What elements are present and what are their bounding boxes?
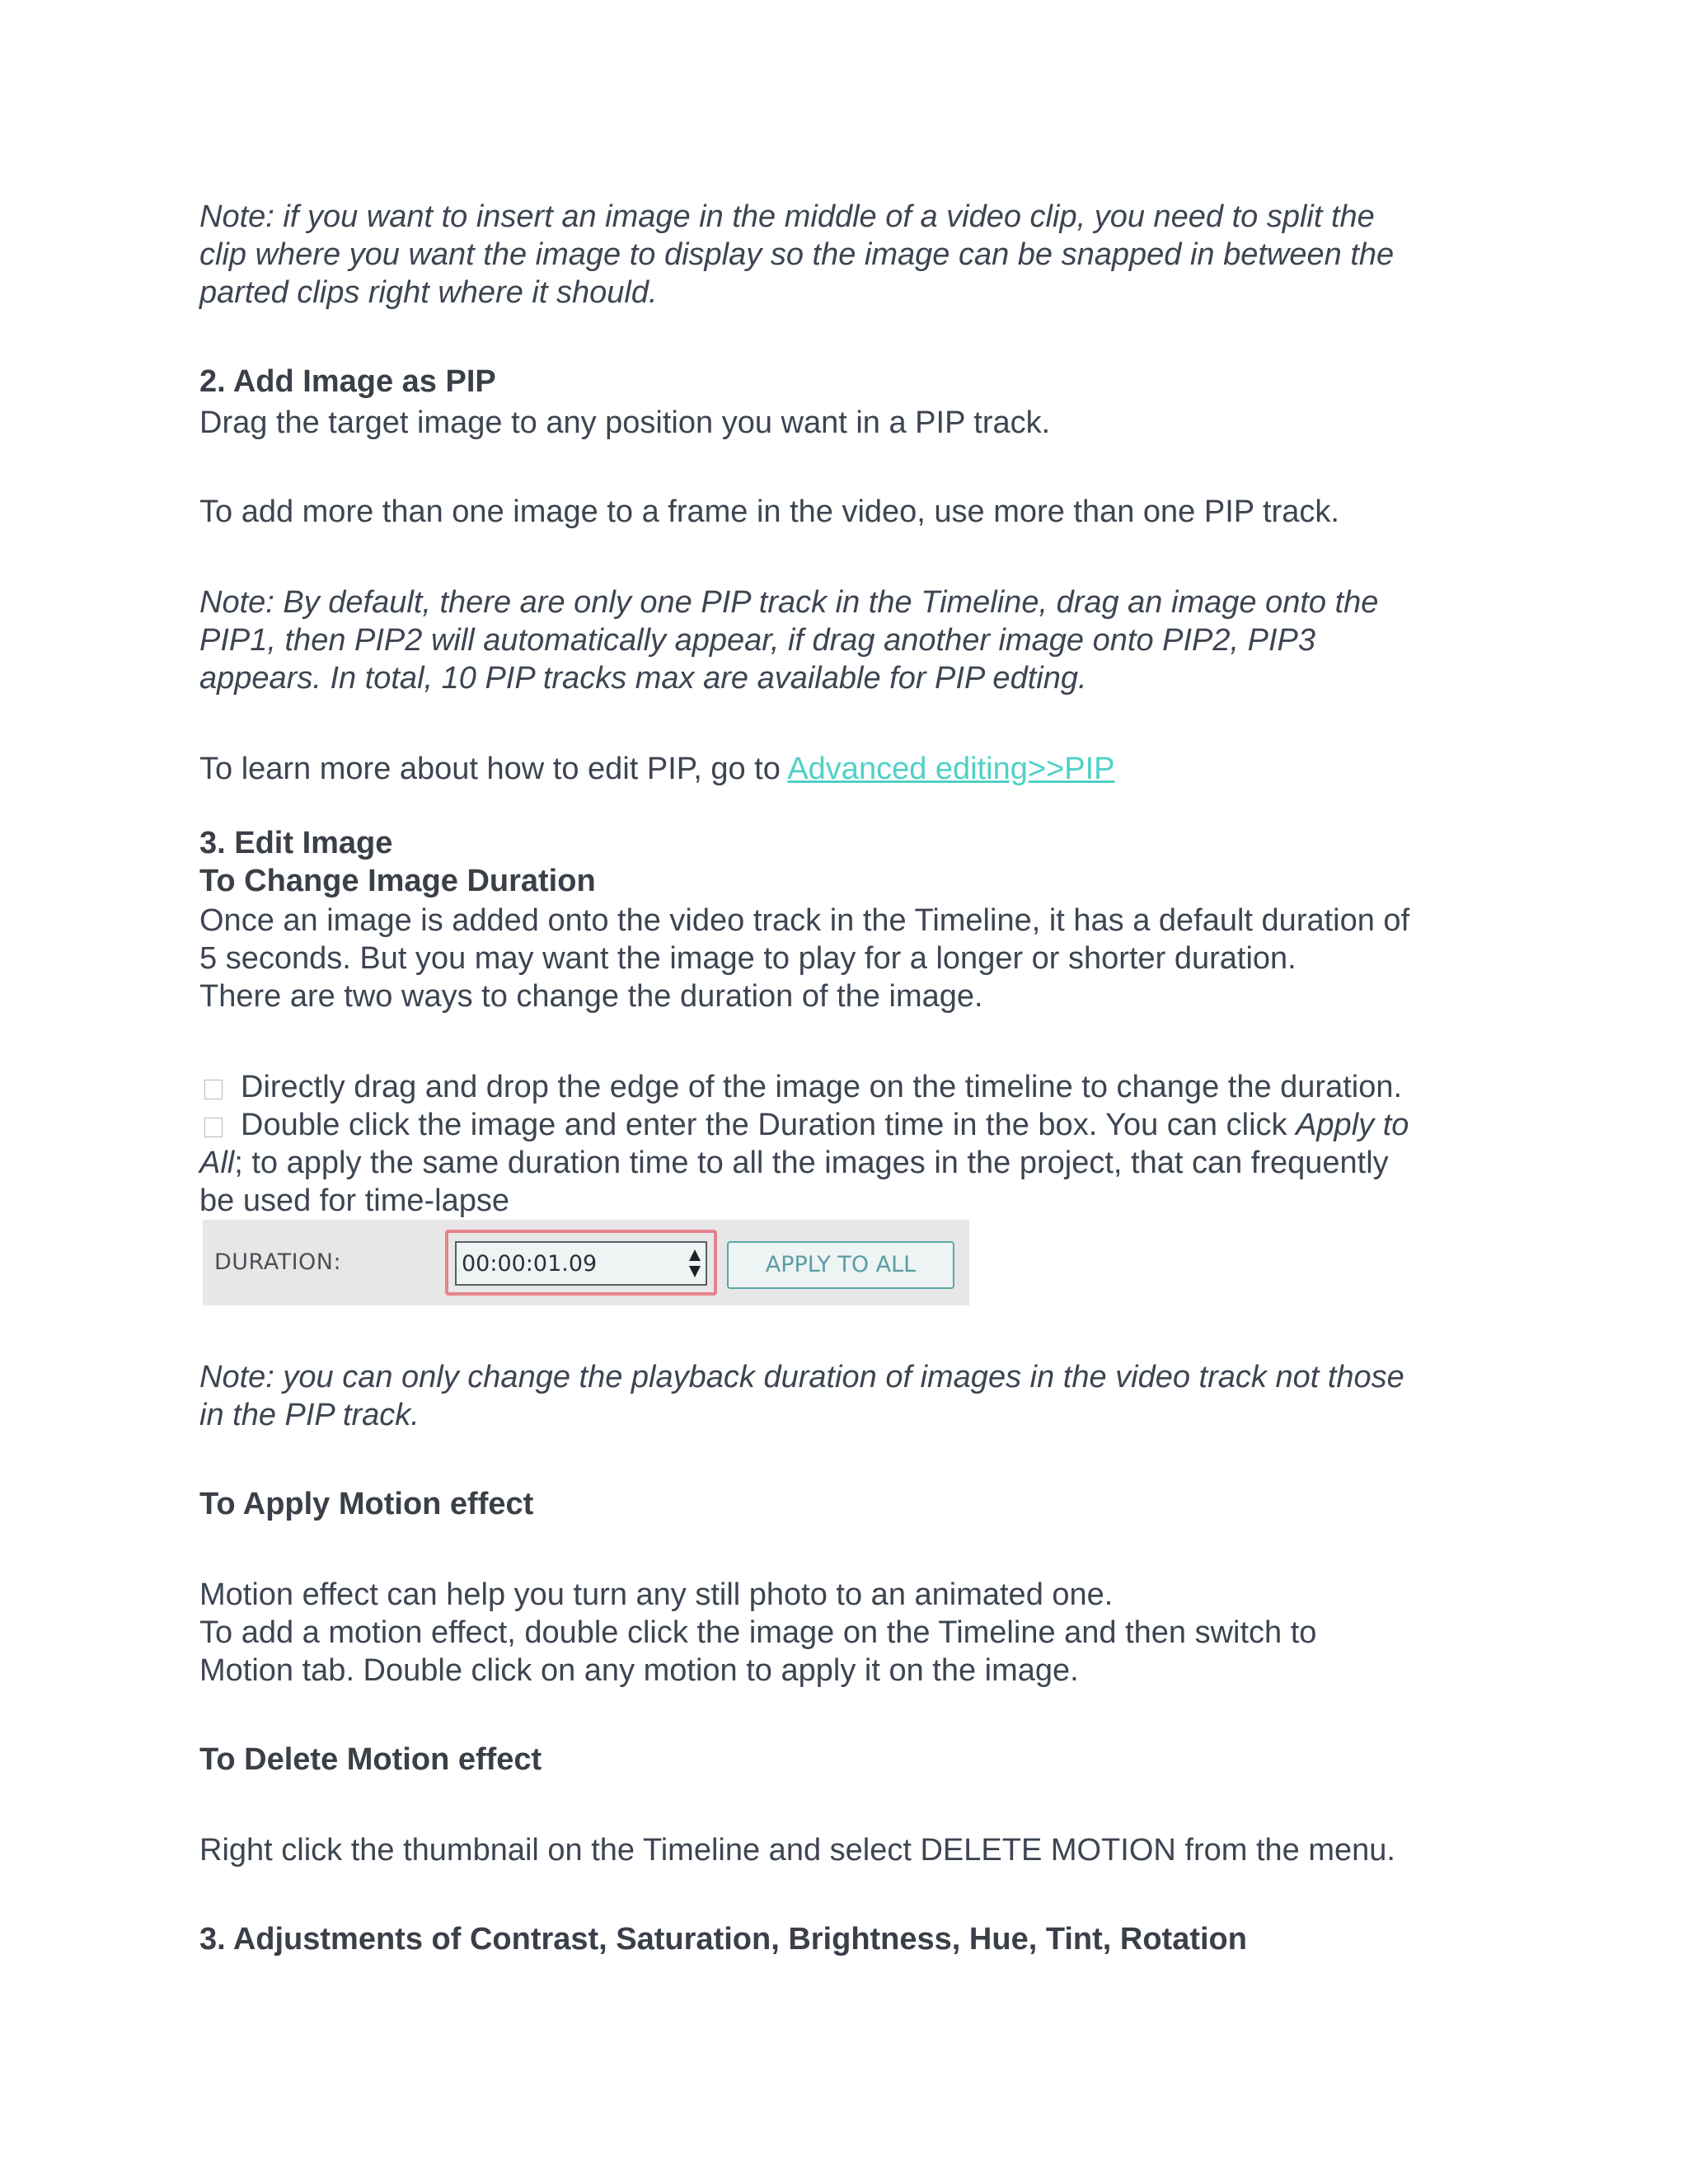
note-line: clip where you want the image to display so the image can be snapped in between the xyxy=(199,237,1395,272)
paragraph-delete-motion: Right click the thumbnail on the Timeline and select DELETE MOTION from the menu. xyxy=(199,1833,1395,1868)
bullet-item-drag xyxy=(199,1068,1493,1106)
duration-time-value: 00:00:01.09 xyxy=(462,1251,598,1277)
all-text: All xyxy=(199,1146,235,1180)
paragraph-line: There are two ways to change the duration of the image. xyxy=(199,979,983,1014)
paragraph-duration xyxy=(199,902,1493,1015)
note-line: parted clips right where it should. xyxy=(199,275,658,310)
heading-edit-image: 3. Edit Image xyxy=(199,826,393,860)
paragraph-line: Motion tab. Double click on any motion to apply it on the image. xyxy=(199,1653,1079,1688)
note-line: appears. In total, 10 PIP tracks max are available for PIP edting. xyxy=(199,661,1087,696)
heading-apply-motion: To Apply Motion effect xyxy=(199,1487,534,1521)
duration-widget-screenshot xyxy=(203,1220,969,1305)
bullet-box-icon xyxy=(204,1080,223,1099)
paragraph-motion xyxy=(199,1576,1493,1690)
note-playback-duration xyxy=(199,1358,1493,1434)
note-line: Note: By default, there are only one PIP track in the Timeline, drag an image onto the xyxy=(199,585,1379,620)
apply-to-text: Apply to xyxy=(1296,1108,1409,1142)
note-line: PIP1, then PIP2 will automatically appear, if drag another image onto PIP2, PIP3 xyxy=(199,623,1316,658)
paragraph-more-pip: To add more than one image to a frame in the video, use more than one PIP track. xyxy=(199,494,1339,529)
subheading-change-duration: To Change Image Duration xyxy=(199,864,596,898)
bullet-box-icon xyxy=(204,1118,223,1137)
bullet-item-double-click xyxy=(199,1106,1493,1144)
duration-time-input[interactable] xyxy=(455,1241,707,1286)
heading-add-pip: 2. Add Image as PIP xyxy=(199,364,496,399)
paragraph-line: 5 seconds. But you may want the image to play for a longer or shorter duration. xyxy=(199,941,1296,976)
learn-more-text: To learn more about how to edit PIP, go to xyxy=(199,752,788,786)
paragraph-line: Once an image is added onto the video track in the Timeline, it has a default duration of xyxy=(199,903,1410,938)
paragraph-drag-pip: Drag the target image to any position you want in a PIP track. xyxy=(199,405,1051,440)
paragraph-learn-more xyxy=(199,750,1493,788)
bullet-continuation: be used for time-lapse xyxy=(199,1183,509,1218)
heading-delete-motion: To Delete Motion effect xyxy=(199,1742,542,1777)
spinner-arrows-icon[interactable] xyxy=(687,1248,702,1279)
heading-adjustments: 3. Adjustments of Contrast, Saturation, Brightness, Hue, Tint, Rotation xyxy=(199,1922,1247,1957)
note-line: Note: if you want to insert an image in the middle of a video clip, you need to split the xyxy=(199,199,1375,234)
bullet-text: Directly drag and drop the edge of the image on the timeline to change the duration. xyxy=(241,1070,1403,1104)
note-line: Note: you can only change the playback duration of images in the video track not those xyxy=(199,1360,1404,1394)
paragraph-line: To add a motion effect, double click the image on the Timeline and then switch to xyxy=(199,1615,1317,1650)
note-line: in the PIP track. xyxy=(199,1398,420,1432)
bullet-list xyxy=(199,1068,1493,1220)
apply-to-all-button[interactable]: APPLY TO ALL xyxy=(727,1241,954,1289)
bullet-text: Double click the image and enter the Duration time in the box. You can click xyxy=(241,1108,1296,1142)
bullet-text: ; to apply the same duration time to all the images in the project, that can frequently xyxy=(234,1146,1389,1180)
advanced-editing-pip-link[interactable]: Advanced editing>>PIP xyxy=(787,752,1115,786)
bullet-continuation xyxy=(199,1144,1493,1182)
note-pip-tracks xyxy=(199,583,1493,697)
paragraph-line: Motion effect can help you turn any still photo to an animated one. xyxy=(199,1577,1114,1612)
duration-label: DURATION: xyxy=(214,1249,342,1275)
note-split-clip xyxy=(199,198,1493,312)
